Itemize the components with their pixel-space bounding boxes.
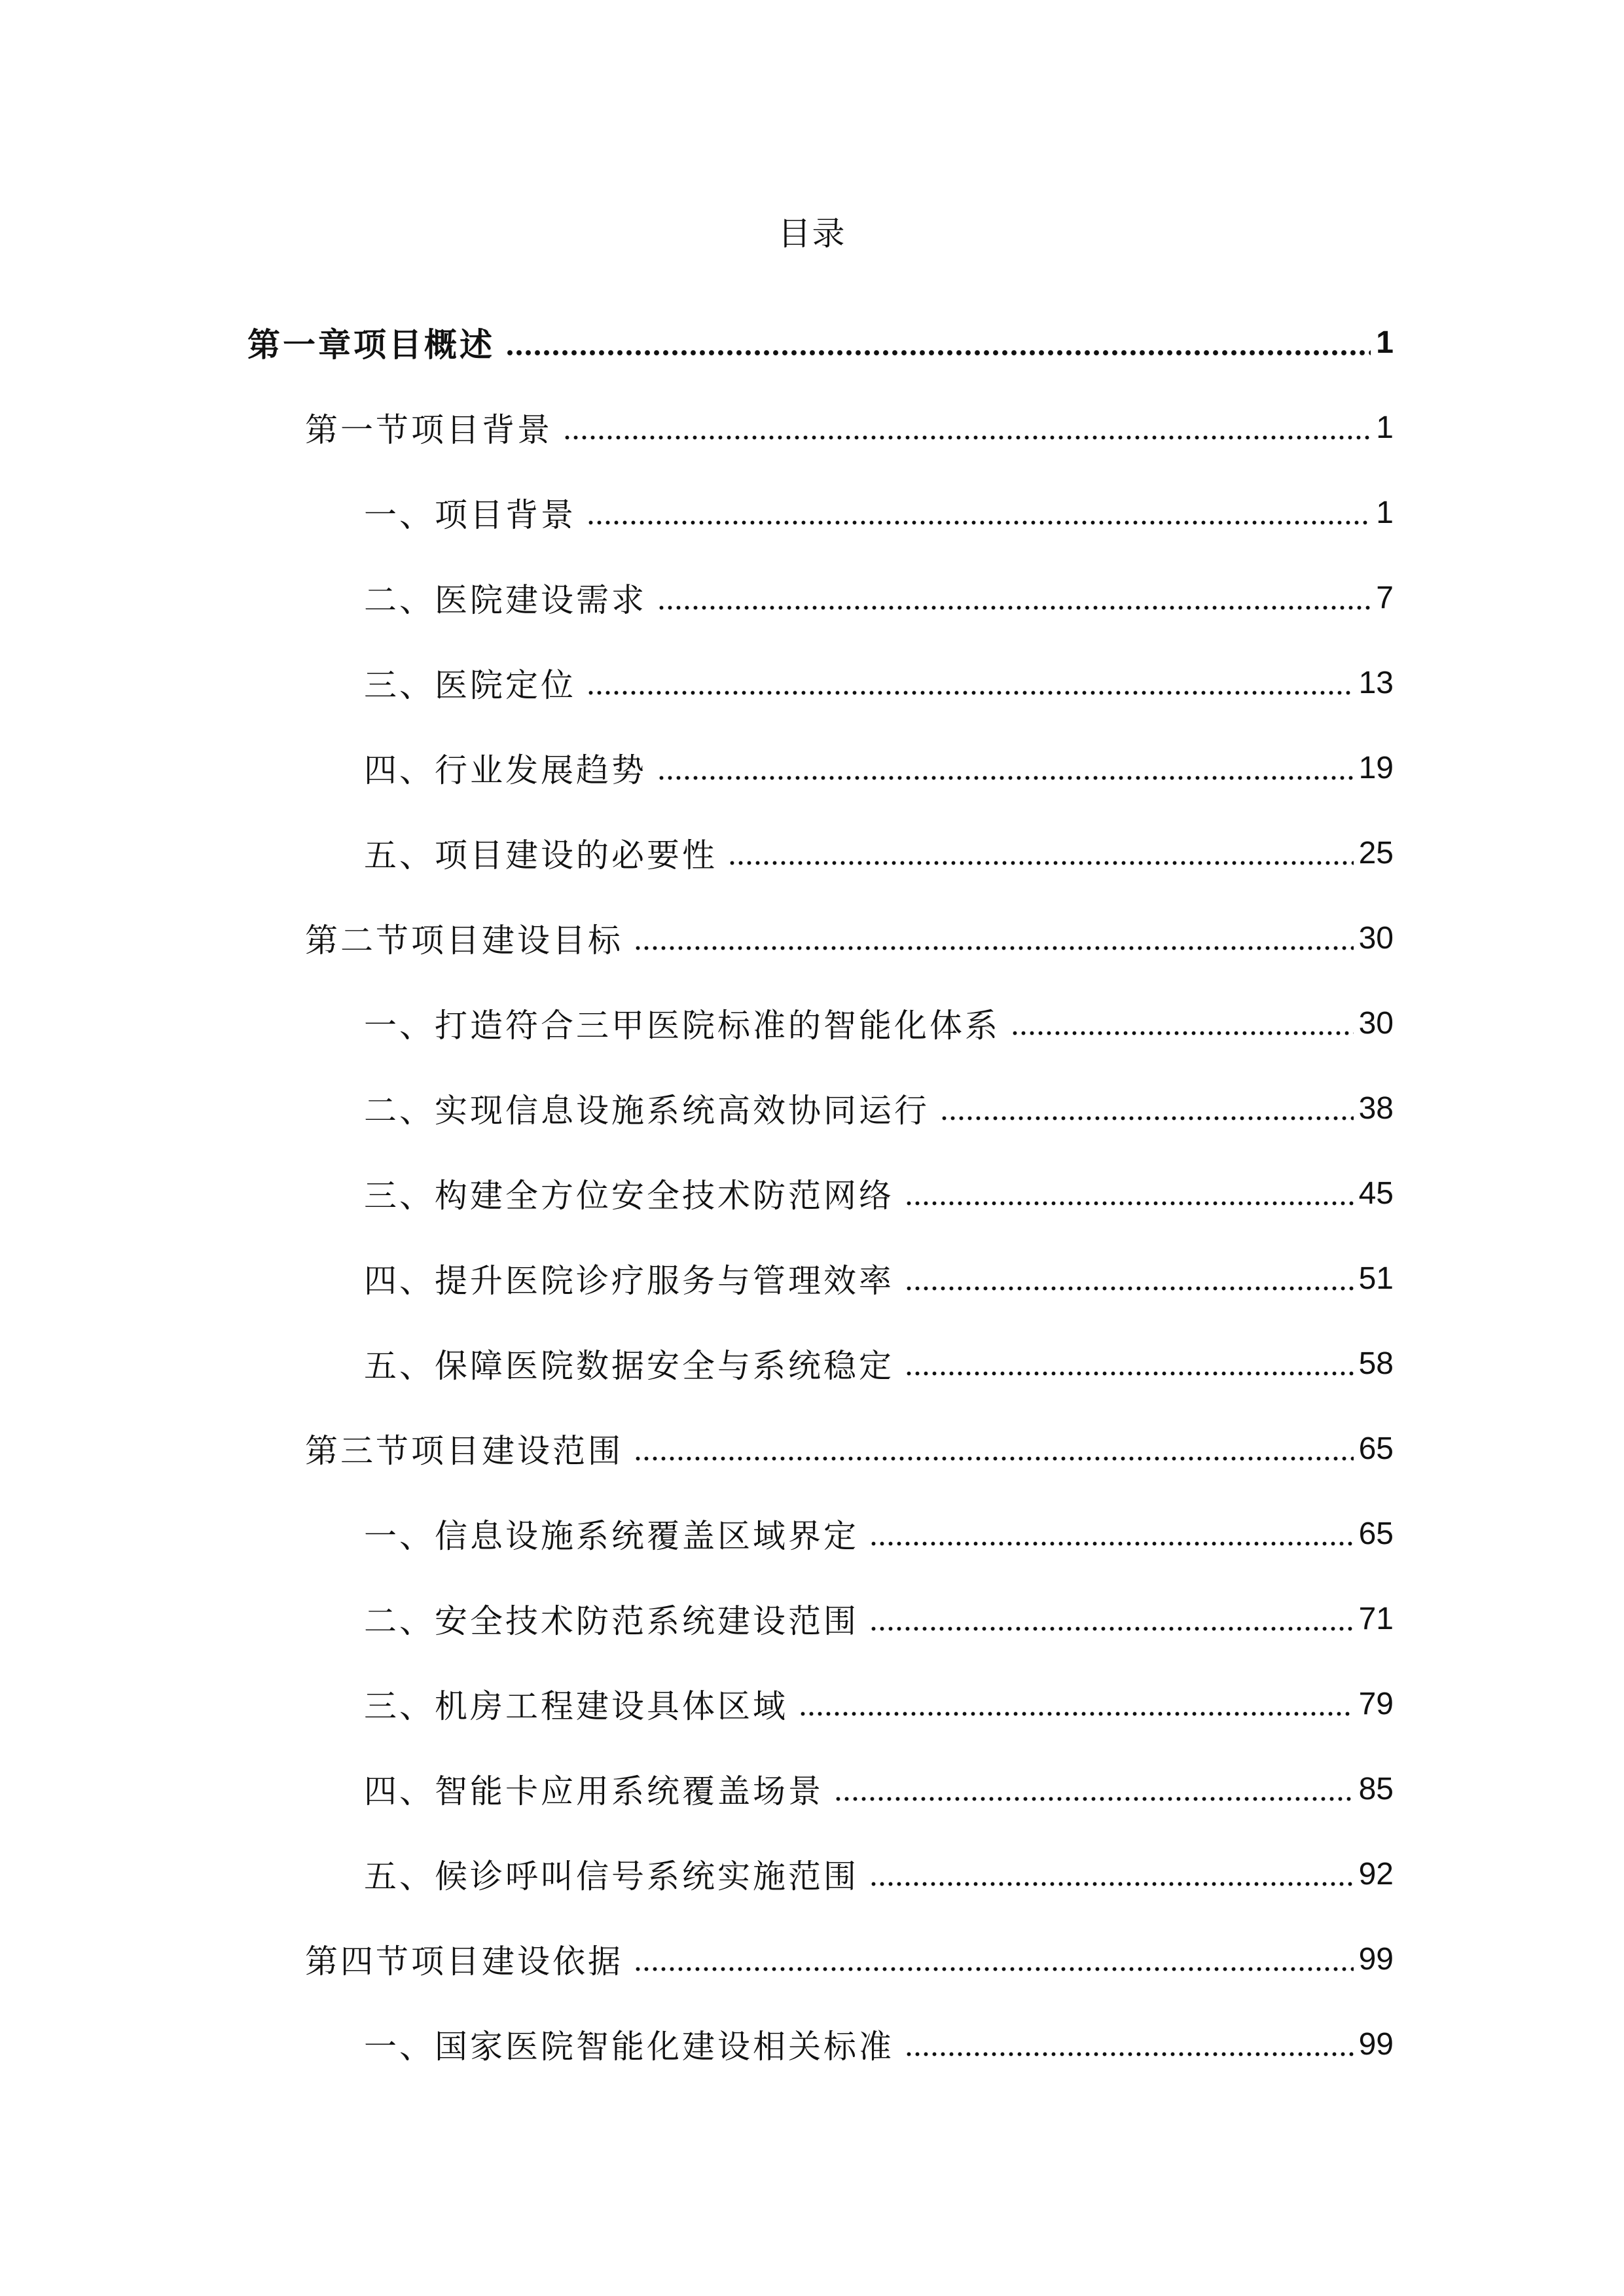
- toc-page-number: 65: [1358, 1516, 1394, 1551]
- toc-entry-text: 三、机房工程建设具体区域: [364, 1687, 788, 1725]
- toc-entry-text: 四、智能卡应用系统覆盖场景: [364, 1772, 823, 1810]
- toc-page-number: 99: [1358, 2026, 1394, 2062]
- toc-page-number: 71: [1358, 1601, 1394, 1636]
- toc-page-number: 92: [1358, 1856, 1394, 1892]
- toc-page-number: 7: [1376, 580, 1394, 615]
- toc-entry-text: 第一节项目背景: [305, 411, 552, 449]
- toc-page-number: 58: [1358, 1346, 1394, 1381]
- dot-leader: [634, 922, 1354, 954]
- toc-entry-text: 二、安全技术防范系统建设范围: [364, 1602, 859, 1640]
- dot-leader: [586, 666, 1354, 699]
- toc-entry-subsection[interactable]: [0, 1236, 1624, 1321]
- toc-page-number: 13: [1358, 665, 1394, 700]
- toc-entry-section[interactable]: [0, 385, 1624, 470]
- dot-leader: [905, 1177, 1354, 1210]
- toc-entry-subsection[interactable]: [0, 1066, 1624, 1151]
- toc-page-number: 19: [1358, 750, 1394, 785]
- dot-leader: [586, 496, 1371, 529]
- toc-entry-subsection[interactable]: [0, 980, 1624, 1066]
- toc-page-number: 30: [1358, 1005, 1394, 1041]
- toc-entry-subsection[interactable]: [0, 1321, 1624, 1406]
- toc-page-number: 51: [1358, 1261, 1394, 1296]
- toc-entry-subsection[interactable]: [0, 1491, 1624, 1576]
- dot-leader: [869, 1857, 1354, 1890]
- toc-entry-text: 四、提升医院诊疗服务与管理效率: [364, 1262, 894, 1300]
- toc-entry-text: 五、项目建设的必要性: [364, 836, 717, 874]
- dot-leader: [563, 411, 1371, 444]
- toc-page-number: 99: [1358, 1941, 1394, 1977]
- dot-leader: [869, 1517, 1354, 1550]
- toc-page-number: 85: [1358, 1771, 1394, 1806]
- toc-entry-subsection[interactable]: [0, 725, 1624, 810]
- toc-page-number: 79: [1358, 1686, 1394, 1721]
- dot-leader: [940, 1092, 1354, 1124]
- toc-entry-subsection[interactable]: [0, 1746, 1624, 1831]
- toc-entry-subsection[interactable]: [0, 555, 1624, 640]
- toc-page-number: 25: [1358, 835, 1394, 870]
- toc-entry-text: 五、候诊呼叫信号系统实施范围: [364, 1857, 859, 1895]
- dot-leader: [1011, 1007, 1354, 1039]
- toc-page-number: 30: [1358, 920, 1394, 956]
- toc-entry-chapter[interactable]: [0, 300, 1624, 385]
- dot-leader: [728, 836, 1354, 869]
- toc-entry-subsection[interactable]: [0, 640, 1624, 725]
- toc-page-number: 1: [1376, 325, 1394, 360]
- toc-title: 目录: [778, 215, 846, 253]
- toc-page-number: 38: [1358, 1090, 1394, 1126]
- toc-entry-text: 第二节项目建设目标: [305, 922, 623, 960]
- dot-leader: [869, 1602, 1354, 1635]
- toc-entry-text: 一、项目背景: [364, 496, 576, 534]
- toc-entry-subsection[interactable]: [0, 1831, 1624, 1916]
- toc-entry-section[interactable]: [0, 1406, 1624, 1491]
- dot-leader: [505, 326, 1371, 359]
- toc-entry-text: 三、构建全方位安全技术防范网络: [364, 1177, 894, 1215]
- toc-entry-text: 一、国家医院智能化建设相关标准: [364, 2028, 894, 2066]
- toc-list: [0, 300, 1624, 2087]
- toc-entry-text: 第三节项目建设范围: [305, 1432, 623, 1470]
- toc-entry-subsection[interactable]: [0, 810, 1624, 895]
- dot-leader: [657, 581, 1371, 614]
- dot-leader: [905, 1262, 1354, 1295]
- toc-entry-text: 三、医院定位: [364, 666, 576, 704]
- toc-entry-text: 四、行业发展趋势: [364, 751, 647, 789]
- toc-page-number: 1: [1376, 495, 1394, 530]
- toc-entry-text: 二、医院建设需求: [364, 581, 647, 619]
- dot-leader: [799, 1687, 1354, 1720]
- toc-entry-subsection[interactable]: [0, 1661, 1624, 1746]
- toc-page-number: 1: [1376, 410, 1394, 445]
- dot-leader: [634, 1432, 1354, 1465]
- dot-leader: [834, 1772, 1354, 1805]
- toc-entry-text: 五、保障医院数据安全与系统稳定: [364, 1347, 894, 1385]
- toc-entry-text: 第一章项目概述: [247, 326, 495, 364]
- dot-leader: [905, 2028, 1354, 2060]
- toc-entry-section[interactable]: [0, 895, 1624, 980]
- toc-entry-text: 一、打造符合三甲医院标准的智能化体系: [364, 1007, 1000, 1045]
- toc-entry-text: 一、信息设施系统覆盖区域界定: [364, 1517, 859, 1555]
- toc-page-number: 65: [1358, 1431, 1394, 1466]
- dot-leader: [634, 1943, 1354, 1975]
- toc-entry-subsection[interactable]: [0, 1151, 1624, 1236]
- toc-page-number: 45: [1358, 1175, 1394, 1211]
- toc-entry-text: 第四节项目建设依据: [305, 1943, 623, 1981]
- dot-leader: [657, 751, 1354, 784]
- toc-entry-section[interactable]: [0, 1916, 1624, 2001]
- dot-leader: [905, 1347, 1354, 1380]
- toc-entry-subsection[interactable]: [0, 2001, 1624, 2087]
- toc-entry-subsection[interactable]: [0, 470, 1624, 555]
- toc-entry-text: 二、实现信息设施系统高效协同运行: [364, 1092, 929, 1130]
- toc-entry-subsection[interactable]: [0, 1576, 1624, 1661]
